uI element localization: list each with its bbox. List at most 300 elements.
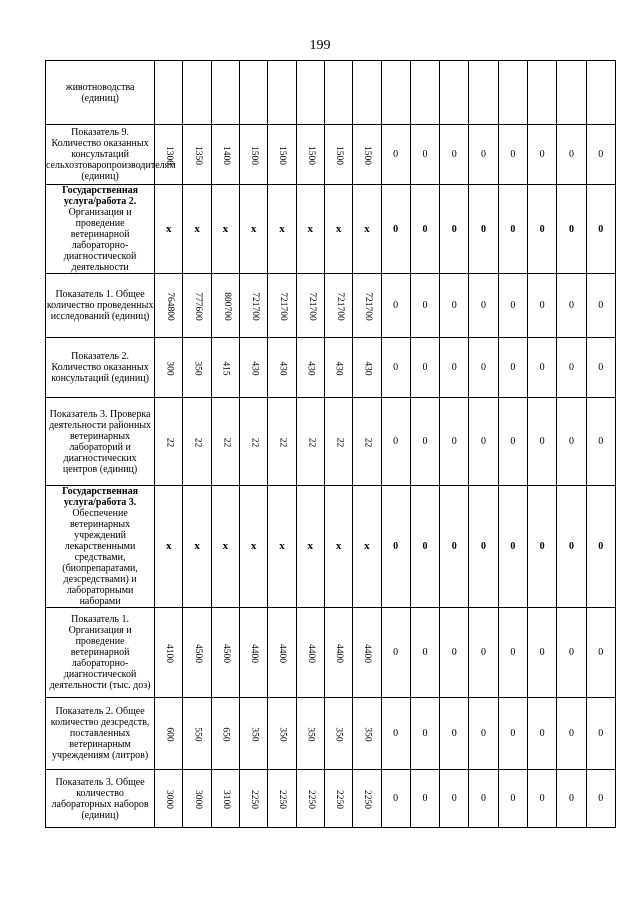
row-label-bold: Государственная услуга/работа 3. (62, 486, 139, 508)
zero-cell (440, 338, 469, 398)
value-cell (268, 608, 296, 698)
zero-cell (440, 125, 469, 185)
value-text: 650 (220, 726, 231, 742)
table-body (46, 61, 616, 828)
value-text: 430 (277, 360, 288, 376)
value-text: 4400 (362, 643, 373, 663)
zero-text: 0 (393, 793, 399, 804)
value-cell (324, 274, 352, 338)
zero-cell (586, 770, 615, 828)
zero-text: 0 (422, 793, 428, 804)
row-label-text: Показатель 3. Общее количество лабораторных наборов (единиц) (51, 776, 149, 821)
row-label (46, 698, 155, 770)
value-cell (240, 770, 268, 828)
value-text: 4400 (334, 643, 345, 663)
zero-text: 0 (451, 362, 457, 373)
value-text: 22 (164, 437, 175, 447)
row-label-text: Организация и проведение ветеринарной лабораторно-диагностической деятельности (63, 207, 137, 273)
zero-text: 0 (568, 362, 574, 373)
zero-text: 0 (481, 541, 487, 552)
zero-text: 0 (539, 436, 545, 447)
value-text: 4100 (164, 643, 175, 663)
value-text: x (364, 540, 370, 552)
zero-text: 0 (451, 541, 457, 552)
value-text: 430 (305, 360, 316, 376)
value-text: 2250 (334, 789, 345, 809)
value-text: x (307, 222, 314, 235)
value-text: x (307, 540, 314, 552)
value-cell (183, 61, 211, 125)
zero-cell (381, 274, 410, 338)
value-cell (240, 338, 268, 398)
table-row (46, 486, 616, 608)
zero-cell (498, 338, 527, 398)
value-text: x (279, 222, 285, 235)
zero-cell (586, 608, 615, 698)
value-cell (240, 185, 268, 274)
zero-text: 0 (393, 300, 399, 311)
value-text: 430 (249, 360, 260, 376)
zero-text: 0 (451, 793, 457, 804)
zero-cell (586, 398, 615, 486)
value-cell (240, 698, 268, 770)
zero-cell (498, 61, 527, 125)
value-cell (296, 770, 324, 828)
row-label-bold: Государственная услуга/работа 2. (62, 185, 139, 207)
value-cell (296, 698, 324, 770)
zero-cell (498, 698, 527, 770)
zero-cell (557, 61, 586, 125)
zero-cell (557, 185, 586, 274)
zero-cell (586, 125, 615, 185)
value-cell (183, 770, 211, 828)
value-cell (240, 274, 268, 338)
value-cell (268, 185, 296, 274)
row-label-text: Показатель 2. Количество оказанных консультаций (единиц) (51, 351, 149, 384)
zero-text: 0 (510, 300, 516, 311)
value-text: 4400 (305, 643, 316, 663)
zero-text: 0 (422, 728, 428, 739)
zero-cell (381, 398, 410, 486)
value-text: 1500 (305, 145, 316, 165)
value-text: 721700 (362, 291, 373, 321)
table-row (46, 698, 616, 770)
zero-text: 0 (510, 436, 516, 447)
zero-cell (469, 770, 498, 828)
zero-text: 0 (393, 149, 399, 160)
value-cell (353, 125, 381, 185)
zero-text: 0 (598, 728, 604, 739)
value-cell (268, 698, 296, 770)
value-cell (353, 185, 381, 274)
value-cell (324, 698, 352, 770)
row-label (46, 398, 155, 486)
row-label-text: Показатель 1. Организация и проведение ветеринарной лабораторно-диагностической деятельности (тыс. доз) (49, 614, 151, 691)
row-label-text: Обеспечение ветеринарных учреждений лекарственными средствами, (биопрепаратами, дезсредствами) и лабораторными наборами (62, 508, 138, 607)
value-text: 721700 (249, 291, 260, 321)
value-cell (240, 398, 268, 486)
zero-text: 0 (393, 223, 399, 235)
zero-cell (498, 185, 527, 274)
value-text: 350 (277, 726, 288, 742)
value-text: 415 (220, 360, 231, 376)
value-cell (353, 61, 381, 125)
value-cell (268, 770, 296, 828)
value-cell (268, 61, 296, 125)
value-cell (353, 338, 381, 398)
zero-text: 0 (393, 541, 399, 552)
value-cell (183, 125, 211, 185)
value-text: 350 (249, 726, 260, 742)
value-text: 4400 (249, 643, 260, 663)
value-cell (211, 486, 239, 608)
zero-cell (586, 486, 615, 608)
zero-cell (557, 608, 586, 698)
zero-cell (586, 185, 615, 274)
value-text: x (279, 540, 285, 552)
zero-cell (528, 185, 557, 274)
zero-cell (557, 770, 586, 828)
zero-cell (469, 698, 498, 770)
value-cell (296, 274, 324, 338)
zero-text: 0 (481, 793, 487, 804)
table-row (46, 338, 616, 398)
value-text: 22 (249, 437, 260, 447)
zero-cell (528, 125, 557, 185)
value-cell (324, 61, 352, 125)
zero-text: 0 (481, 362, 487, 373)
value-cell (155, 698, 183, 770)
zero-cell (557, 698, 586, 770)
value-cell (353, 698, 381, 770)
zero-cell (469, 608, 498, 698)
zero-cell (528, 61, 557, 125)
value-cell (324, 185, 352, 274)
table-row (46, 398, 616, 486)
value-cell (155, 274, 183, 338)
zero-text: 0 (598, 149, 604, 160)
zero-cell (469, 398, 498, 486)
value-cell (211, 61, 239, 125)
value-cell (296, 398, 324, 486)
row-label (46, 486, 155, 608)
value-text: 1500 (277, 145, 288, 165)
zero-cell (469, 486, 498, 608)
value-text: 4500 (192, 643, 203, 663)
zero-text: 0 (481, 300, 487, 311)
value-text: x (250, 222, 257, 235)
value-text: x (194, 222, 200, 235)
zero-cell (440, 486, 469, 608)
page-number: 199 (309, 38, 331, 53)
zero-cell (498, 274, 527, 338)
value-text: 4500 (220, 643, 231, 663)
zero-cell (557, 338, 586, 398)
zero-cell (528, 608, 557, 698)
value-cell (211, 698, 239, 770)
zero-cell (528, 398, 557, 486)
zero-text: 0 (598, 300, 604, 311)
zero-text: 0 (568, 436, 574, 447)
value-cell (296, 61, 324, 125)
zero-cell (410, 608, 439, 698)
value-cell (183, 486, 211, 608)
value-cell (155, 338, 183, 398)
value-text: 550 (192, 726, 203, 742)
zero-text: 0 (510, 793, 516, 804)
zero-text: 0 (539, 362, 545, 373)
value-text: 800700 (221, 291, 232, 321)
value-text: x (250, 540, 257, 552)
value-cell (155, 61, 183, 125)
zero-text: 0 (568, 541, 574, 552)
value-text: x (335, 222, 342, 235)
value-cell (183, 698, 211, 770)
zero-cell (586, 698, 615, 770)
zero-cell (469, 125, 498, 185)
zero-cell (381, 698, 410, 770)
value-cell (240, 125, 268, 185)
value-text: 2250 (362, 789, 373, 809)
value-text: 430 (362, 360, 373, 376)
zero-text: 0 (568, 149, 574, 160)
zero-cell (440, 698, 469, 770)
value-cell (324, 486, 352, 608)
zero-cell (528, 338, 557, 398)
value-text: 2250 (305, 789, 316, 809)
value-cell (211, 398, 239, 486)
value-cell (268, 486, 296, 608)
value-cell (324, 125, 352, 185)
value-text: 22 (334, 437, 345, 447)
value-cell (183, 608, 211, 698)
value-cell (211, 338, 239, 398)
zero-cell (440, 770, 469, 828)
value-text: x (166, 222, 172, 235)
value-text: 22 (362, 437, 373, 447)
zero-text: 0 (481, 647, 487, 658)
zero-cell (381, 125, 410, 185)
zero-cell (440, 274, 469, 338)
row-label-text: Показатель 3. Проверка деятельности районных ветеринарных лабораторий и диагностических центров (единиц) (49, 408, 152, 475)
zero-text: 0 (539, 300, 545, 311)
zero-cell (586, 61, 615, 125)
zero-text: 0 (422, 300, 428, 311)
zero-text: 0 (393, 436, 399, 447)
zero-cell (410, 185, 439, 274)
zero-cell (586, 338, 615, 398)
value-cell (240, 61, 268, 125)
value-cell (240, 486, 268, 608)
zero-text: 0 (451, 300, 457, 311)
zero-cell (528, 274, 557, 338)
row-label (46, 770, 155, 828)
zero-text: 0 (393, 728, 399, 739)
row-label (46, 61, 155, 125)
zero-cell (557, 486, 586, 608)
zero-text: 0 (510, 362, 516, 373)
table-row (46, 125, 616, 185)
value-text: 2250 (277, 789, 288, 809)
value-cell (268, 125, 296, 185)
zero-cell (410, 274, 439, 338)
value-cell (155, 608, 183, 698)
row-label-text: Показатель 2. Общее количество дезсредств, поставленных ветеринарным учреждениям (литров) (50, 706, 150, 761)
value-cell (240, 608, 268, 698)
indicators-table (45, 60, 616, 828)
zero-cell (498, 398, 527, 486)
value-cell (183, 398, 211, 486)
zero-text: 0 (510, 728, 516, 739)
zero-cell (381, 770, 410, 828)
value-text: 430 (334, 360, 345, 376)
zero-cell (410, 338, 439, 398)
value-cell (353, 770, 381, 828)
value-cell (353, 398, 381, 486)
zero-cell (381, 338, 410, 398)
value-cell (353, 274, 381, 338)
zero-cell (381, 61, 410, 125)
row-label (46, 274, 155, 338)
value-text: x (194, 540, 200, 552)
zero-cell (528, 486, 557, 608)
value-cell (183, 338, 211, 398)
table-row (46, 770, 616, 828)
value-text: 22 (192, 437, 203, 447)
zero-text: 0 (598, 647, 604, 658)
value-text: 721700 (334, 291, 345, 321)
value-cell (353, 608, 381, 698)
zero-text: 0 (451, 149, 457, 160)
value-cell (211, 608, 239, 698)
zero-text: 0 (568, 223, 574, 235)
value-cell (296, 338, 324, 398)
zero-text: 0 (510, 149, 516, 160)
row-label (46, 185, 155, 274)
value-cell (268, 398, 296, 486)
zero-cell (557, 274, 586, 338)
zero-text: 0 (481, 436, 487, 447)
value-text: x (222, 540, 229, 552)
value-text: x (222, 222, 229, 235)
zero-text: 0 (598, 436, 604, 447)
value-cell (155, 125, 183, 185)
zero-cell (528, 770, 557, 828)
value-text: 350 (305, 726, 316, 742)
zero-cell (381, 185, 410, 274)
zero-cell (469, 61, 498, 125)
table-row (46, 274, 616, 338)
value-text: 350 (362, 726, 373, 742)
value-text: 1300 (164, 145, 175, 165)
value-text: 22 (277, 437, 288, 447)
value-text: 22 (305, 437, 316, 447)
zero-cell (498, 608, 527, 698)
table-row (46, 185, 616, 274)
value-cell (155, 486, 183, 608)
zero-text: 0 (451, 436, 457, 447)
zero-text: 0 (598, 223, 604, 235)
value-text: 3100 (220, 789, 231, 809)
value-cell (296, 185, 324, 274)
value-cell (353, 486, 381, 608)
value-text: 4400 (277, 643, 288, 663)
value-text: 721700 (306, 291, 317, 321)
value-cell (211, 274, 239, 338)
value-text: 721700 (278, 291, 289, 321)
value-text: 600 (164, 726, 175, 742)
zero-text: 0 (568, 728, 574, 739)
zero-text: 0 (539, 793, 545, 804)
value-cell (296, 486, 324, 608)
value-cell (324, 608, 352, 698)
zero-text: 0 (422, 647, 428, 658)
value-cell (296, 125, 324, 185)
value-text: 1400 (220, 145, 231, 165)
zero-text: 0 (481, 223, 487, 235)
value-text: 3000 (164, 789, 175, 809)
zero-text: 0 (510, 647, 516, 658)
value-text: 1350 (192, 145, 203, 165)
value-cell (296, 608, 324, 698)
zero-cell (469, 274, 498, 338)
zero-text: 0 (451, 647, 457, 658)
zero-text: 0 (568, 300, 574, 311)
value-cell (183, 274, 211, 338)
zero-cell (557, 398, 586, 486)
table-row (46, 61, 616, 125)
zero-text: 0 (539, 223, 545, 235)
zero-text: 0 (422, 362, 428, 373)
zero-cell (410, 125, 439, 185)
value-text: 1500 (362, 145, 373, 165)
zero-text: 0 (422, 149, 428, 160)
zero-cell (381, 608, 410, 698)
row-label (46, 608, 155, 698)
value-text: x (364, 222, 370, 235)
zero-text: 0 (422, 436, 428, 447)
value-cell (211, 770, 239, 828)
zero-text: 0 (481, 149, 487, 160)
zero-cell (410, 61, 439, 125)
value-text: 2250 (249, 789, 260, 809)
value-cell (183, 185, 211, 274)
value-cell (155, 185, 183, 274)
zero-text: 0 (539, 728, 545, 739)
row-label-text: Показатель 9. Количество оказанных консультаций сельхозтоваропроизводителям (единиц) (46, 127, 176, 182)
zero-text: 0 (539, 149, 545, 160)
zero-text: 0 (481, 728, 487, 739)
zero-text: 0 (451, 728, 457, 739)
zero-text: 0 (598, 793, 604, 804)
value-text: 350 (334, 726, 345, 742)
zero-text: 0 (393, 362, 399, 373)
zero-cell (410, 770, 439, 828)
table-row (46, 608, 616, 698)
zero-cell (410, 398, 439, 486)
value-cell (324, 338, 352, 398)
zero-cell (557, 125, 586, 185)
zero-text: 0 (568, 793, 574, 804)
zero-text: 0 (510, 223, 516, 235)
zero-cell (410, 698, 439, 770)
zero-cell (410, 486, 439, 608)
value-text: 777600 (193, 291, 204, 321)
value-text: 300 (164, 360, 175, 376)
zero-cell (498, 125, 527, 185)
zero-cell (498, 770, 527, 828)
zero-text: 0 (393, 647, 399, 658)
